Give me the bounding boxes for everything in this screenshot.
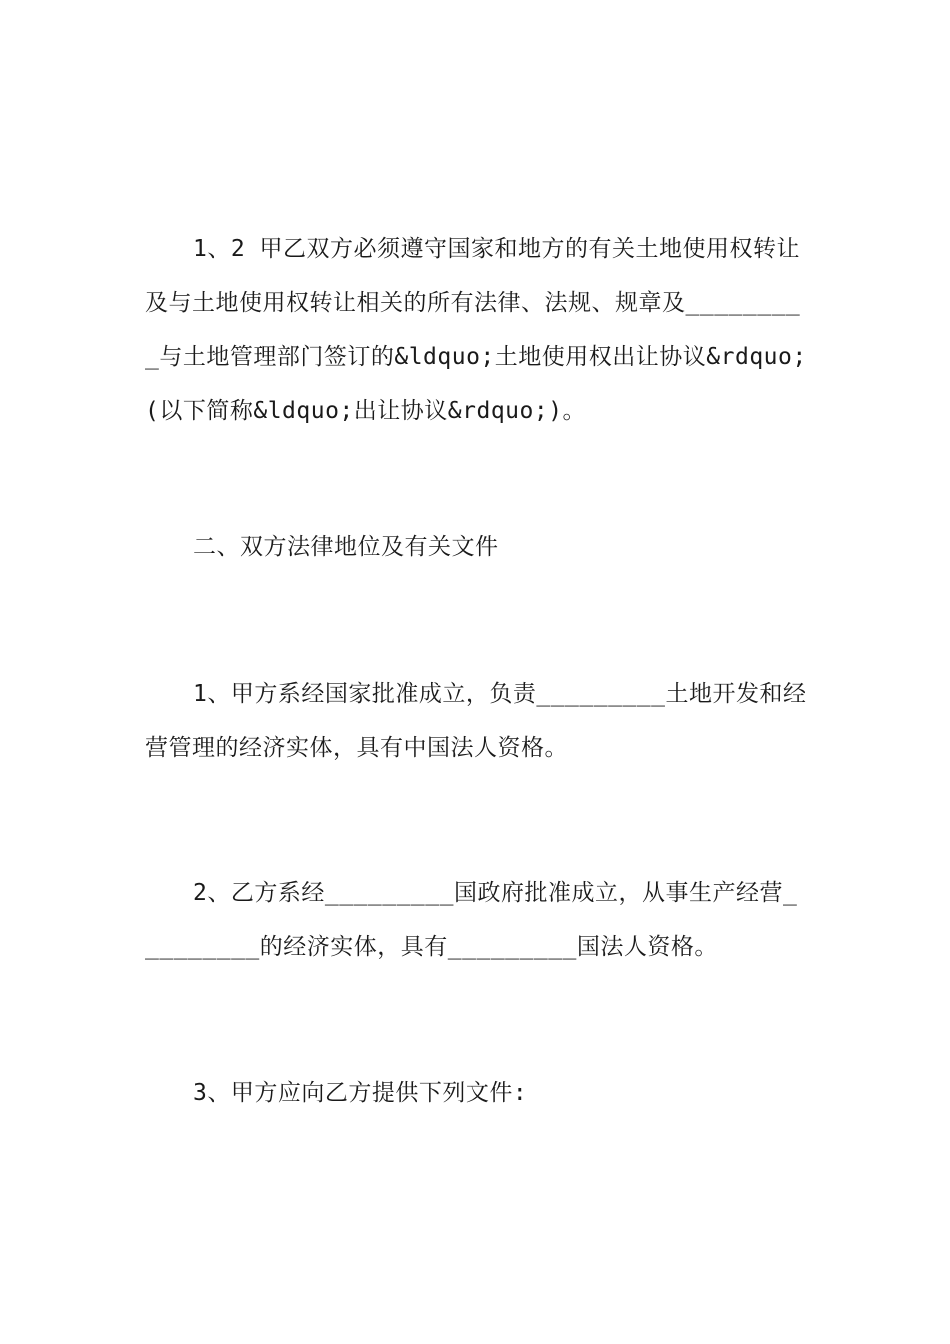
section-heading-legal-status: 二、双方法律地位及有关文件 [193,534,499,560]
paragraph-1-2-compliance: 1、2 甲乙双方必须遵守国家和地方的有关土地使用权转让及与土地使用权转让相关的所有法律、法规、规章及_________与土地管理部门签订的&ldquo;土地使用权出让协议&rdquo;(以下简称&ldquo;出让协议&rdquo;)。 [145,236,807,424]
paragraph-party-a-status: 1、甲方系经国家批准成立，负责_________土地开发和经营管理的经济实体，具有中国法人资格。 [145,681,807,761]
paragraph-party-a-documents: 3、甲方应向乙方提供下列文件: [193,1080,528,1106]
paragraph-party-b-status: 2、乙方系经_________国政府批准成立，从事生产经营_________的经济实体，具有_________国法人资格。 [145,880,798,960]
